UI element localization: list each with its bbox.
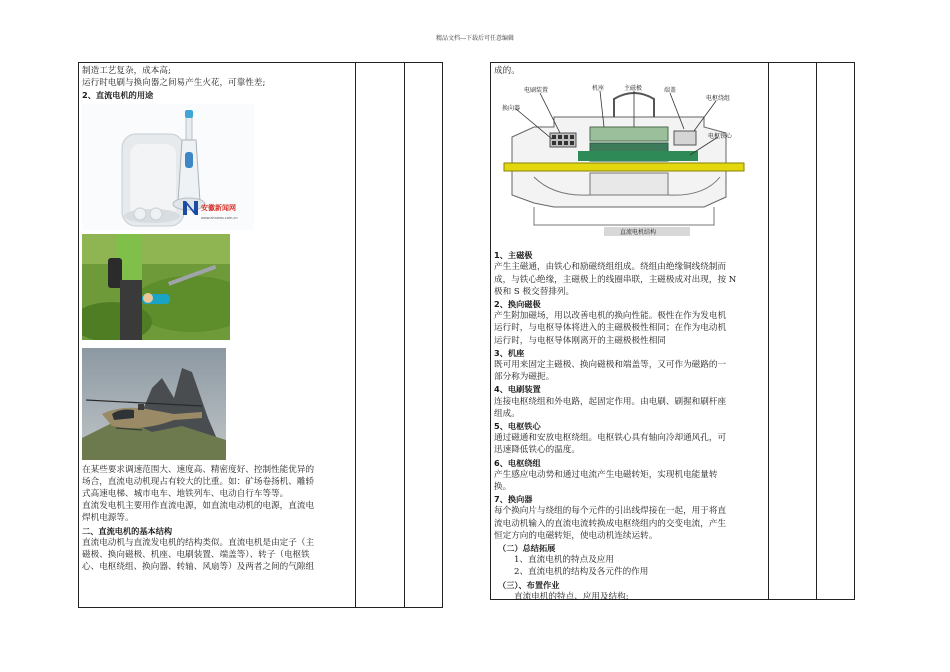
sections-list <box>494 249 768 603</box>
text-line: 制造工艺复杂，成本高; <box>82 66 171 76</box>
table-divider <box>404 63 405 607</box>
homework-text: 直流电机的特点、应用及结构; <box>514 591 629 602</box>
text-line: 产生附加磁场，用以改善电机的换向性能。极性在作为发电机 <box>494 311 727 322</box>
label-end-cover: 端盖 <box>664 87 677 95</box>
text-line: 部分称为磁扼。 <box>494 372 555 383</box>
table-divider <box>355 63 356 607</box>
right-content <box>494 65 768 603</box>
text-line: 换。 <box>494 482 512 493</box>
text-line: 运行时，与电枢导体刚离开的主磁极极性相同 <box>494 335 666 346</box>
text-line: 通过磁通和安放电枢绕组。电枢铁心具有轴向冷却通风孔，可 <box>494 433 727 444</box>
page-header: 精品文档---下载后可任意编辑 <box>435 35 515 42</box>
section-heading: 2、直流电机的用途 <box>82 90 154 101</box>
text-line: 式高速电梯、城市电车、地铁列车、电动自行车等等。 <box>82 489 289 500</box>
toothbrush-photo <box>82 104 254 230</box>
text-line: 场合，直流电动机现占有较大的比重。如：矿场卷扬机、雕轿 <box>82 476 315 487</box>
text-line: 成，与铁心绝缘，主磁极上的线圈串联，主磁极成对出现，按 N <box>494 274 737 285</box>
text-line: 直流电动机与直流发电机的结构类似。直流电机是由定子（主 <box>82 537 315 548</box>
section-title: 1、主磁极 <box>494 250 533 261</box>
text-line: 焊机电源等。 <box>82 513 134 524</box>
news-site-logo <box>182 200 248 228</box>
summary-item: 2、直流电机的结构及各元件的作用 <box>514 567 649 578</box>
text-line: 极和 S 极交替排列。 <box>494 286 575 297</box>
diagram-caption: 直流电机结构 <box>620 229 657 237</box>
section-title: 2、换向磁极 <box>494 299 541 310</box>
section-title: 4、电刷装置 <box>494 384 541 395</box>
summary-title: （二）总结拓展 <box>498 543 556 554</box>
text-line: 恒定方向的电磁转矩，使电动机连续运转。 <box>494 530 658 541</box>
left-table <box>78 62 443 608</box>
text-line: 既可用来固定主磁极、换向磁极和端盖等，又可作为磁路的一 <box>494 360 727 371</box>
logo-url: www.ahnews.com.cn <box>201 215 238 220</box>
logo-mark-icon <box>182 200 200 216</box>
text-line: 组成。 <box>494 408 520 419</box>
right-table <box>490 62 855 600</box>
label-main-pole: 主磁极 <box>624 85 643 93</box>
label-armature-core: 电枢铁心 <box>708 133 733 141</box>
summary-item: 1、直流电机的特点及应用 <box>514 555 614 566</box>
label-frame: 机座 <box>592 85 605 93</box>
text-line: 每个换向片与绕组的每个元件的引出线焊接在一起，用于将直 <box>494 506 727 517</box>
text-line: 心、电枢绕组、换向器、转轴、风扇等）及两者之间的气隙组 <box>82 562 315 573</box>
section-title: 6、电枢绕组 <box>494 457 541 468</box>
text-line: 迅速降低铁心的温度。 <box>494 445 580 456</box>
section-title: 7、换向器 <box>494 494 533 505</box>
logo-text: 安徽新闻网 <box>201 203 236 212</box>
table-divider <box>768 63 769 599</box>
text-line: 直流发电机主要用作直流电源，如直流电动机的电源，直流电 <box>82 501 315 512</box>
label-brush: 电刷装置 <box>524 87 549 95</box>
label-commutator: 换向器 <box>502 105 521 113</box>
text-line: 流电动机输入的直流电流转换成电枢绕组内的交变电流，产生 <box>494 518 727 529</box>
dc-motor-structure-diagram <box>494 77 750 237</box>
homework-title: （三）、布置作业 <box>498 579 560 590</box>
left-content <box>82 65 354 573</box>
section-title: 3、机座 <box>494 347 525 358</box>
text-line: 产生感应电动势和通过电流产生电磁转矩，实现机电能量转 <box>494 469 718 480</box>
section-title: 5、电枢铁心 <box>494 421 541 432</box>
text-line: 连接电枢绕组和外电路，起固定作用。由电刷、刷握和刷杆座 <box>494 396 727 407</box>
text-line: 磁极、换向磁极、机座、电刷装置、端盖等）、转子（电枢铁 <box>82 550 310 561</box>
helicopter-photo <box>82 348 226 460</box>
text-line: 在某些要求调速范围大、速度高、精密度好、控制性能优异的 <box>82 464 315 475</box>
section-heading: 二、直流电机的基本结构 <box>82 525 173 536</box>
text-line: 运行时，与电枢导体将进入的主磁极极性相同；在作为电动机 <box>494 323 727 334</box>
table-divider <box>816 63 817 599</box>
text-line: 运行时电刷与换向器之间易产生火花，可靠性差; <box>82 78 266 89</box>
text-line: 成的。 <box>494 66 520 76</box>
label-armature-winding: 电枢绕组 <box>706 95 731 103</box>
text-line: 产生主磁通，由铁心和励磁绕组组成。绕组由绝缘铜线绕制而 <box>494 262 727 273</box>
hedge-trimmer-photo <box>82 234 230 340</box>
